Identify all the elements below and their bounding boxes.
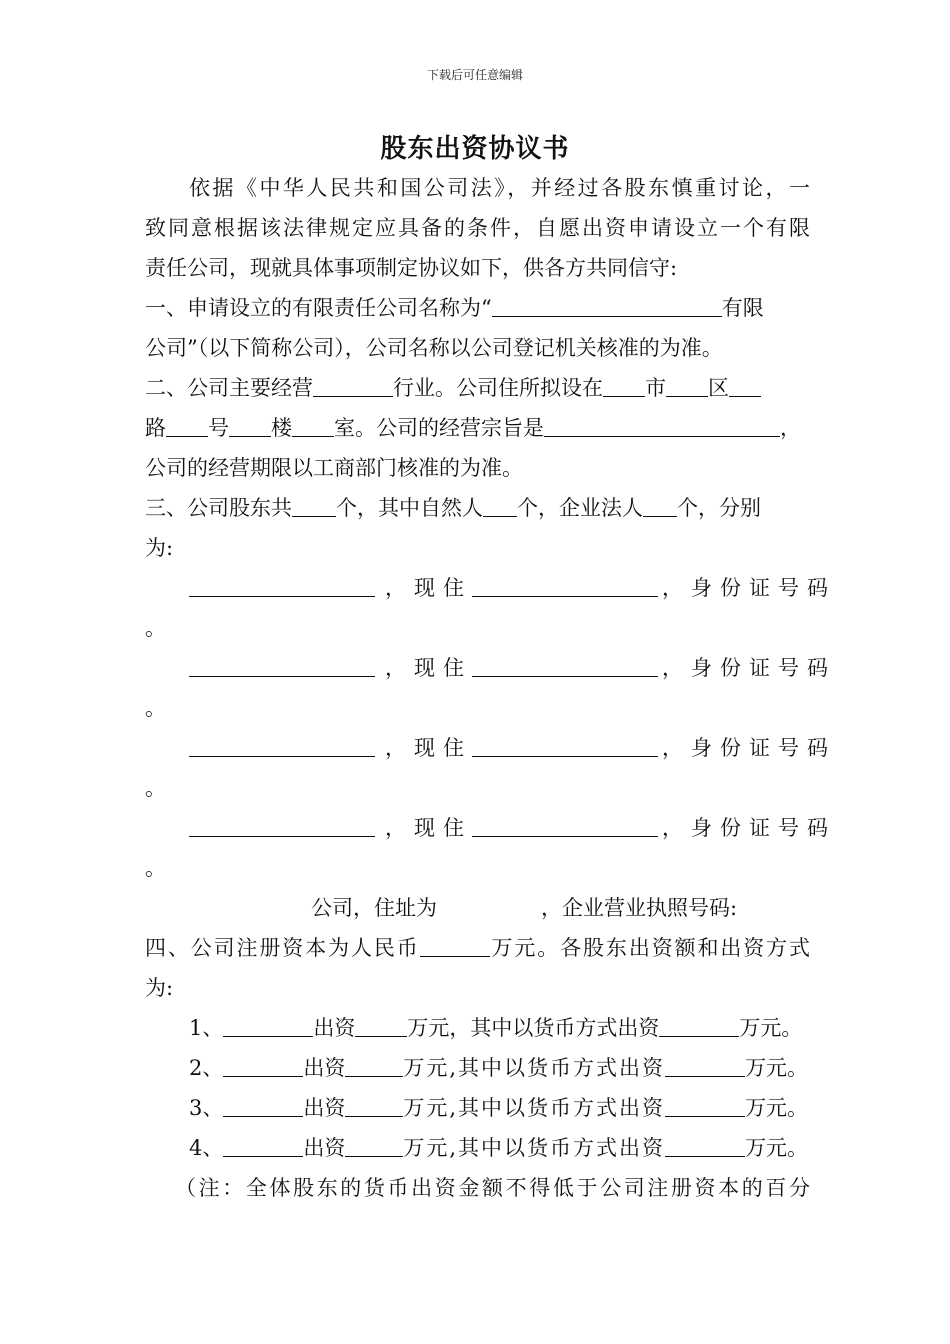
number-label: 号 xyxy=(208,416,229,440)
currency-label: 万元,其中以货币方式出资 xyxy=(403,1136,666,1160)
separator: ， xyxy=(662,736,683,760)
intro-line-2: 致同意根据该法律规定应具备的条件，自愿出资申请设立一个有限 xyxy=(145,216,810,240)
clause-4-line-2: 为: xyxy=(145,976,174,1000)
building-label: 楼 xyxy=(271,416,292,440)
intro-line-1: 依据《中华人民共和国公司法》，并经过各股东慎重讨论，一 xyxy=(189,176,810,200)
business-license-label: ，企业营业执照号码: xyxy=(541,896,738,920)
shareholder-name-blank[interactable] xyxy=(189,656,375,677)
investment-item-2 xyxy=(145,1054,810,1082)
separator: ， xyxy=(385,816,406,840)
clause-2-line-3: 公司的经营期限以工商部门核准的为准。 xyxy=(145,456,523,480)
invest-label: 出资 xyxy=(313,1016,356,1040)
idcard-label: 身份证号码 xyxy=(691,576,836,600)
clause-4-suffix: 万元。各股东出资额和出资方式 xyxy=(489,936,811,960)
address-blank[interactable] xyxy=(472,576,658,597)
shareholder-name-blank[interactable] xyxy=(189,736,375,757)
shareholder-row-1-end: 。 xyxy=(145,616,166,640)
separator: ， xyxy=(385,736,406,760)
clause-3-line-1 xyxy=(145,494,810,522)
shareholder-row-1 xyxy=(145,574,836,602)
reside-label: 现住 xyxy=(414,736,472,760)
currency-label: 万元，其中以货币方式出资 xyxy=(407,1016,660,1040)
clause-1-text: 一、申请设立的有限责任公司名称为“ xyxy=(145,296,492,320)
separator: ， xyxy=(385,576,406,600)
idcard-label: 身份证号码 xyxy=(691,736,836,760)
currency-amount-blank[interactable] xyxy=(659,1016,739,1037)
registered-capital-blank[interactable] xyxy=(420,936,490,957)
currency-amount-blank[interactable] xyxy=(665,1136,745,1157)
company-address-label: 公司，住址为 xyxy=(311,896,437,920)
item-number: 2、 xyxy=(189,1056,224,1080)
separator: ， xyxy=(662,816,683,840)
building-blank[interactable] xyxy=(229,416,271,437)
company-shareholder-row xyxy=(145,894,810,922)
separator: ， xyxy=(662,576,683,600)
shareholder-row-3-end: 。 xyxy=(145,776,166,800)
unit-label: 万元。 xyxy=(745,1096,809,1120)
page-title: 股东出资协议书 xyxy=(380,134,570,164)
item-number: 4、 xyxy=(189,1136,224,1160)
reside-label: 现住 xyxy=(414,656,472,680)
investor-blank[interactable] xyxy=(223,1056,303,1077)
intro-line-3: 责任公司，现就具体事项制定协议如下，供各方共同信守: xyxy=(145,256,678,280)
clause-3-line-2: 为: xyxy=(145,536,174,560)
natural-person-label: 个，其中自然人 xyxy=(336,496,483,520)
city-label: 市 xyxy=(645,376,666,400)
shareholder-name-blank[interactable] xyxy=(189,576,375,597)
invest-label: 出资 xyxy=(303,1136,346,1160)
industry-blank[interactable] xyxy=(313,376,393,397)
clause-2-line-1 xyxy=(145,374,810,402)
road-blank[interactable] xyxy=(729,376,761,397)
amount-blank[interactable] xyxy=(345,1136,403,1157)
legal-person-label: 个，企业法人 xyxy=(517,496,643,520)
purpose-text: 室。公司的经营宗旨是 xyxy=(334,416,544,440)
amount-blank[interactable] xyxy=(355,1016,407,1037)
unit-label: 万元。 xyxy=(745,1056,809,1080)
address-blank[interactable] xyxy=(472,736,658,757)
item-number: 3、 xyxy=(189,1096,224,1120)
amount-blank[interactable] xyxy=(345,1056,403,1077)
separator: ， xyxy=(385,656,406,680)
district-blank[interactable] xyxy=(666,376,708,397)
natural-person-blank[interactable] xyxy=(483,496,517,517)
shareholder-row-2 xyxy=(145,654,836,682)
comma: ， xyxy=(780,416,801,440)
city-blank[interactable] xyxy=(603,376,645,397)
room-blank[interactable] xyxy=(292,416,334,437)
clause-1-suffix: 有限 xyxy=(721,296,764,320)
clause-1-line-1 xyxy=(145,294,810,322)
investment-item-1 xyxy=(145,1014,810,1042)
currency-amount-blank[interactable] xyxy=(665,1096,745,1117)
reside-label: 现住 xyxy=(414,576,472,600)
respectively-label: 个，分别 xyxy=(677,496,761,520)
shareholder-name-blank[interactable] xyxy=(189,816,375,837)
header-note: 下载后可任意编辑 xyxy=(426,68,523,82)
invest-label: 出资 xyxy=(303,1056,346,1080)
clause-2-address-text: 行业。公司住所拟设在 xyxy=(393,376,603,400)
purpose-blank[interactable] xyxy=(544,416,780,437)
unit-label: 万元。 xyxy=(739,1016,803,1040)
item-number: 1、 xyxy=(189,1016,224,1040)
clause-4-note: （注：全体股东的货币出资金额不得低于公司注册资本的百分 xyxy=(175,1176,810,1200)
investor-blank[interactable] xyxy=(223,1016,313,1037)
reside-label: 现住 xyxy=(414,816,472,840)
investment-item-3 xyxy=(145,1094,810,1122)
invest-label: 出资 xyxy=(303,1096,346,1120)
clause-1-line-2: 公司”（以下简称公司），公司名称以公司登记机关核准的为准。 xyxy=(145,336,723,360)
shareholder-row-4 xyxy=(145,814,836,842)
currency-label: 万元,其中以货币方式出资 xyxy=(403,1096,666,1120)
separator: ， xyxy=(662,656,683,680)
idcard-label: 身份证号码 xyxy=(691,656,836,680)
investor-blank[interactable] xyxy=(223,1096,303,1117)
road-label: 路 xyxy=(145,416,166,440)
clause-2-line-2 xyxy=(145,414,810,442)
clause-4-line-1 xyxy=(145,934,810,962)
idcard-label: 身份证号码 xyxy=(691,816,836,840)
currency-label: 万元,其中以货币方式出资 xyxy=(403,1056,666,1080)
investor-blank[interactable] xyxy=(223,1136,303,1157)
investment-item-4 xyxy=(145,1134,810,1162)
district-label: 区 xyxy=(708,376,729,400)
number-blank[interactable] xyxy=(166,416,208,437)
address-blank[interactable] xyxy=(472,816,658,837)
address-blank[interactable] xyxy=(472,656,658,677)
clause-2-text: 二、公司主要经营 xyxy=(145,376,313,400)
company-name-blank[interactable] xyxy=(492,296,722,317)
amount-blank[interactable] xyxy=(345,1096,403,1117)
currency-amount-blank[interactable] xyxy=(665,1056,745,1077)
clause-4-text: 四、公司注册资本为人民币 xyxy=(145,936,420,960)
clause-3-text: 三、公司股东共 xyxy=(145,496,292,520)
unit-label: 万元。 xyxy=(745,1136,809,1160)
shareholder-row-3 xyxy=(145,734,836,762)
shareholder-row-4-end: 。 xyxy=(145,856,166,880)
shareholder-row-2-end: 。 xyxy=(145,696,166,720)
shareholder-count-blank[interactable] xyxy=(292,496,336,517)
legal-person-blank[interactable] xyxy=(643,496,677,517)
